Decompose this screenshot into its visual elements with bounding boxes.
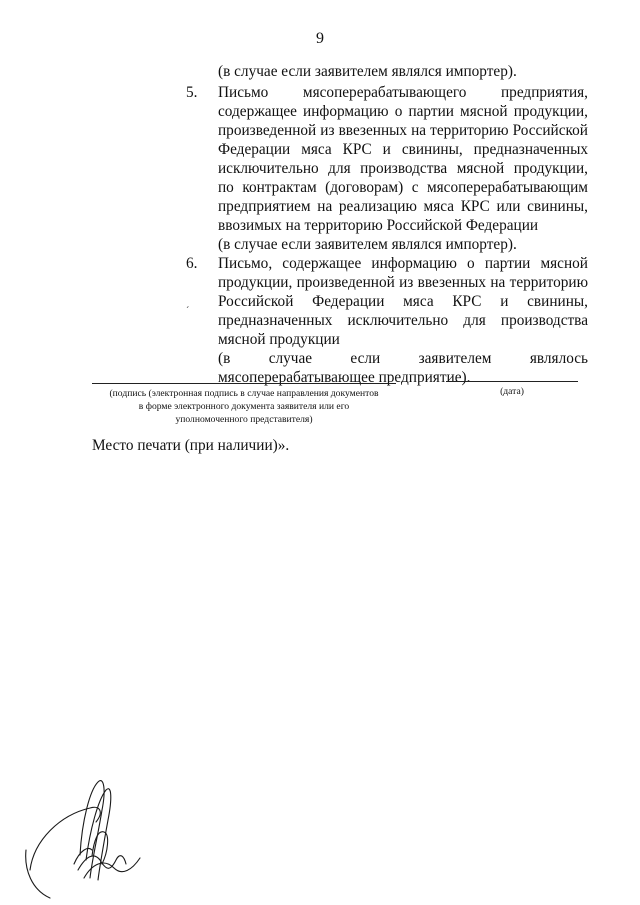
item-6-line: Российской Федерации мяса КРС и свинины, <box>218 293 588 310</box>
page-number: 9 <box>316 30 324 47</box>
item-6-line: (в случае если заявителем являлось <box>218 350 588 367</box>
item-6-line: предназначенных исключительно для производства <box>218 312 588 329</box>
date-line <box>446 381 578 382</box>
signature-line <box>92 383 396 384</box>
item-5-line: по контрактам (договорам) с мясоперерабатывающим <box>218 179 588 196</box>
stamp-note: Место печати (при наличии)». <box>92 437 290 454</box>
item-5-line: Письмо мясоперерабатывающего предприятия, <box>218 84 588 101</box>
item-5-line: произведенной из ввезенных на территорию Российской <box>218 122 588 139</box>
item-5-line: Федерации мяса КРС и свинины, предназначенных <box>218 141 588 158</box>
item-5-line: содержащее информацию о партии мясной продукции, <box>218 103 588 120</box>
item-number: 5. <box>186 84 198 101</box>
item-6-line: Письмо, содержащее информацию о партии мясной <box>218 255 588 272</box>
date-caption: (дата) <box>500 386 524 397</box>
item-5-line: исключительно для производства мясной продукции, <box>218 160 588 177</box>
item-6-line: продукции, произведенной из ввезенных на территорию <box>218 274 588 291</box>
item-number: 6. <box>186 255 198 272</box>
stray-mark: ˊ <box>186 306 190 317</box>
signature-caption-line: в форме электронного документа заявителя или его <box>138 401 350 412</box>
item-6-line: мясоперерабатывающее предприятие). <box>218 369 471 386</box>
handwritten-signature <box>20 760 170 900</box>
item-5-line: предприятием на реализацию мяса КРС или свинины, <box>218 198 588 215</box>
signature-caption-line: (подпись (электронная подпись в случае направления документов <box>109 388 379 399</box>
signature-caption-line: уполномоченного представителя) <box>175 414 313 425</box>
item-6-line: мясной продукции <box>218 331 340 348</box>
item-5-line: (в случае если заявителем являлся импортер). <box>218 236 517 253</box>
intro-line: (в случае если заявителем являлся импортер). <box>218 63 517 80</box>
item-5-line: ввозимых на территорию Российской Федерации <box>218 217 539 234</box>
